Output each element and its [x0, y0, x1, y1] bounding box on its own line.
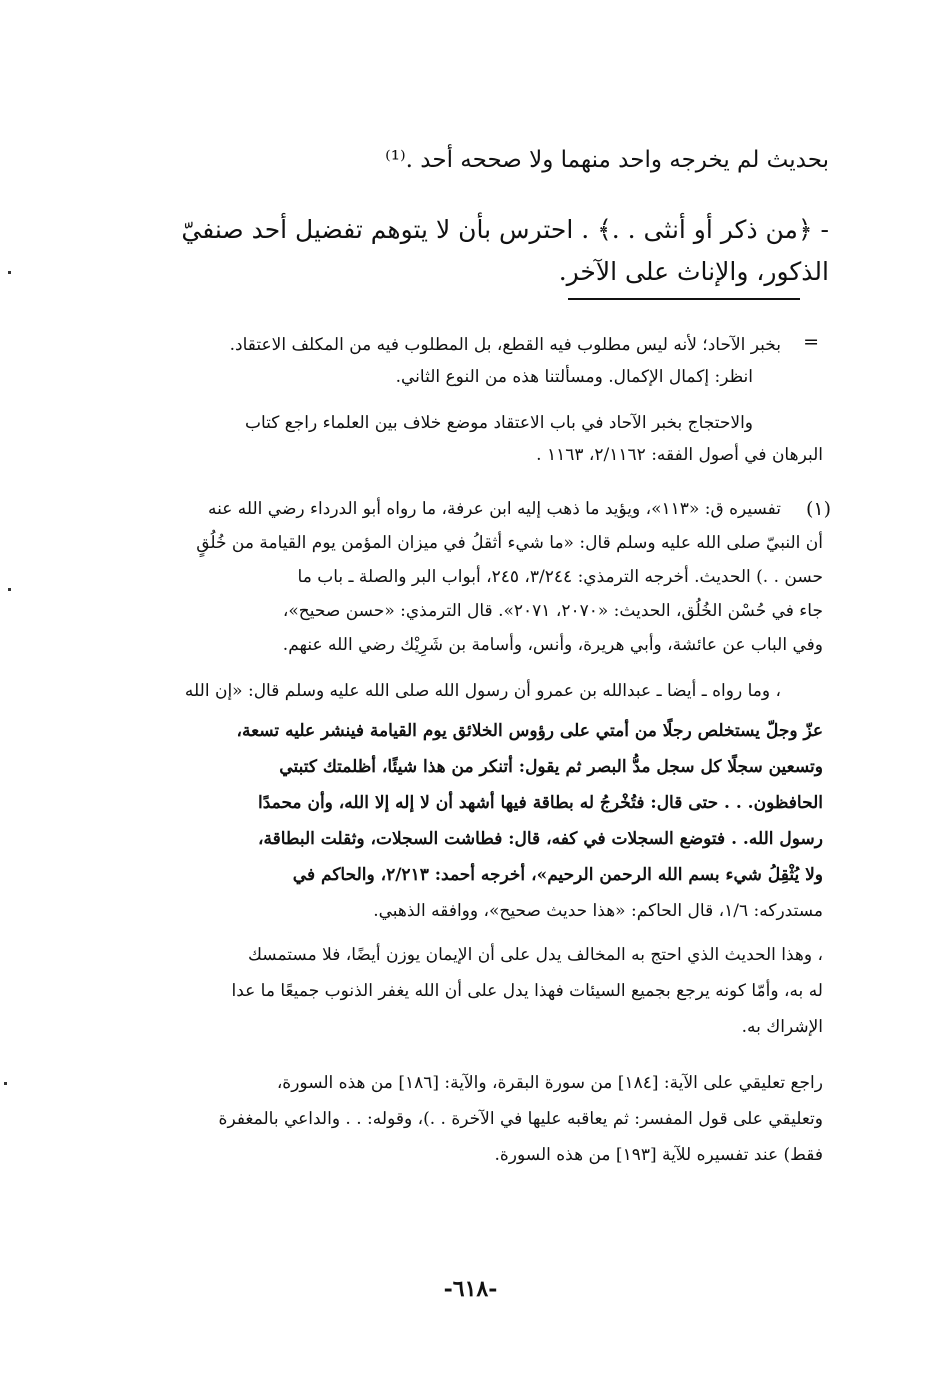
footnote-cont-line: البرهان في أصول الفقه: ٢/١١٦٢، ١١٦٣ . [536, 445, 823, 465]
scan-mark [4, 1082, 7, 1085]
scan-mark [8, 588, 11, 591]
footnote-1-line: فقط) عند تفسيره للآية [١٩٣] من هذه السورة. [494, 1145, 823, 1165]
footnote-separator-rule [568, 298, 800, 300]
footnote-1-line: الإشراك به. [741, 1017, 823, 1037]
scan-mark [8, 271, 11, 274]
footnote-1-line: وتعليقي على قول المفسر: ثم يعاقبه عليها في الآخرة . .)، وقوله: . . والداعي بالمغفرة [218, 1109, 823, 1129]
footnote-1-line: جاء في حُسْن الخُلُق، الحديث: «٢٠٧٠، ٢٠٧١». قال الترمذي: «حسن صحيح»، [282, 601, 823, 621]
footnote-1-line: أن النبيّ صلى الله عليه وسلم قال: «ما شيء أثقلُ في ميزان المؤمن يوم القيامة من خُلُقٍ [196, 533, 823, 553]
page-number: -٦١٨- [443, 1276, 498, 1302]
footnote-1-line: ، وهذا الحديث الذي احتج به المخالف يدل على أن الإيمان يوزن أيضًا، فلا مستمسك [247, 945, 823, 965]
footnote-cont-line: بخبر الآحاد؛ لأنه ليس مطلوب فيه القطع، بل المطلوب فيه من المكلف الاعتقاد. [229, 335, 781, 355]
footnote-1-line: الحافظون. . . حتى قال: فتُخْرجُ له بطاقة فيها أشهد أن لا إله إلا الله، وأن محمدًا [257, 793, 823, 813]
footnote-1-line: حسن . .) الحديث. أخرجه الترمذي: ٣/٢٤٤، ٢٤٥، أبواب البر والصلة ـ باب ما [297, 567, 823, 587]
footnote-1-line: رسول الله. . فتوضع السجلات في كفه، قال: فطاشت السجلات، وثقلت البطاقة، [257, 829, 823, 849]
footnote-continuation-marker: = [803, 331, 819, 353]
footnote-1-line: وفي الباب عن عائشة، وأبي هريرة، وأنس، وأسامة بن شَرِيْك رضي الله عنهم. [282, 635, 823, 655]
footnote-1-line: مستدركه: ١/٦، قال الحاكم: «هذا حديث صحيح»، ووافقه الذهبي. [373, 901, 823, 921]
main-text-line-2: - ﴿من ذكر أو أنثى . .﴾ . احترس بأن لا يتوهم تفضيل أحد صنفيّ [181, 215, 829, 244]
footnote-1-line: عزّ وجلّ يستخلص رجلًا من أمتي على رؤوس الخلائق يوم القيامة فينشر عليه تسعة، [236, 721, 823, 741]
main-text-line-1: بحديث لم يخرجه واحد منهما ولا صححه أحد .⁽¹⁾ [385, 147, 829, 173]
main-text-line-3: الذكور، والإناث على الآخر. [558, 257, 829, 286]
footnote-1-line: ولا يُثْقِلُ شيء بسم الله الرحمن الرحيم»، أخرجه أحمد: ٢/٢١٣، والحاكم في [292, 865, 823, 885]
footnote-1-line: وتسعين سجلًا كل سجل مدُّ البصر ثم يقول: أتنكر من هذا شيئًا، أظلمتك كتبتي [279, 757, 823, 777]
footnote-1-line: له به، وأمّا كونه يرجع بجميع السيئات فهذا يدل على أن الله يغفر الذنوب جميعًا ما عدا [231, 981, 823, 1001]
footnote-1-line: ، وما رواه ـ أيضا ـ عبدالله بن عمرو أن رسول الله صلى الله عليه وسلم قال: «إن الله [184, 681, 781, 701]
footnote-cont-line: والاحتجاج بخبر الآحاد في باب الاعتقاد موضع خلاف بين العلماء راجع كتاب [244, 413, 753, 433]
footnote-1-line: راجع تعليقي على الآية: [١٨٤] من سورة البقرة، والآية: [١٨٦] من هذه السورة، [276, 1073, 823, 1093]
footnote-1-marker: (١) [805, 498, 831, 520]
footnote-cont-line: انظر: إكمال الإكمال. ومسألتنا هذه من النوع الثاني. [395, 367, 753, 387]
footnote-1-line: تفسيره ق: «١١٣»، ويؤيد ما ذهب إليه ابن عرفة، ما رواه أبو الدرداء رضي الله عنه [207, 499, 781, 519]
